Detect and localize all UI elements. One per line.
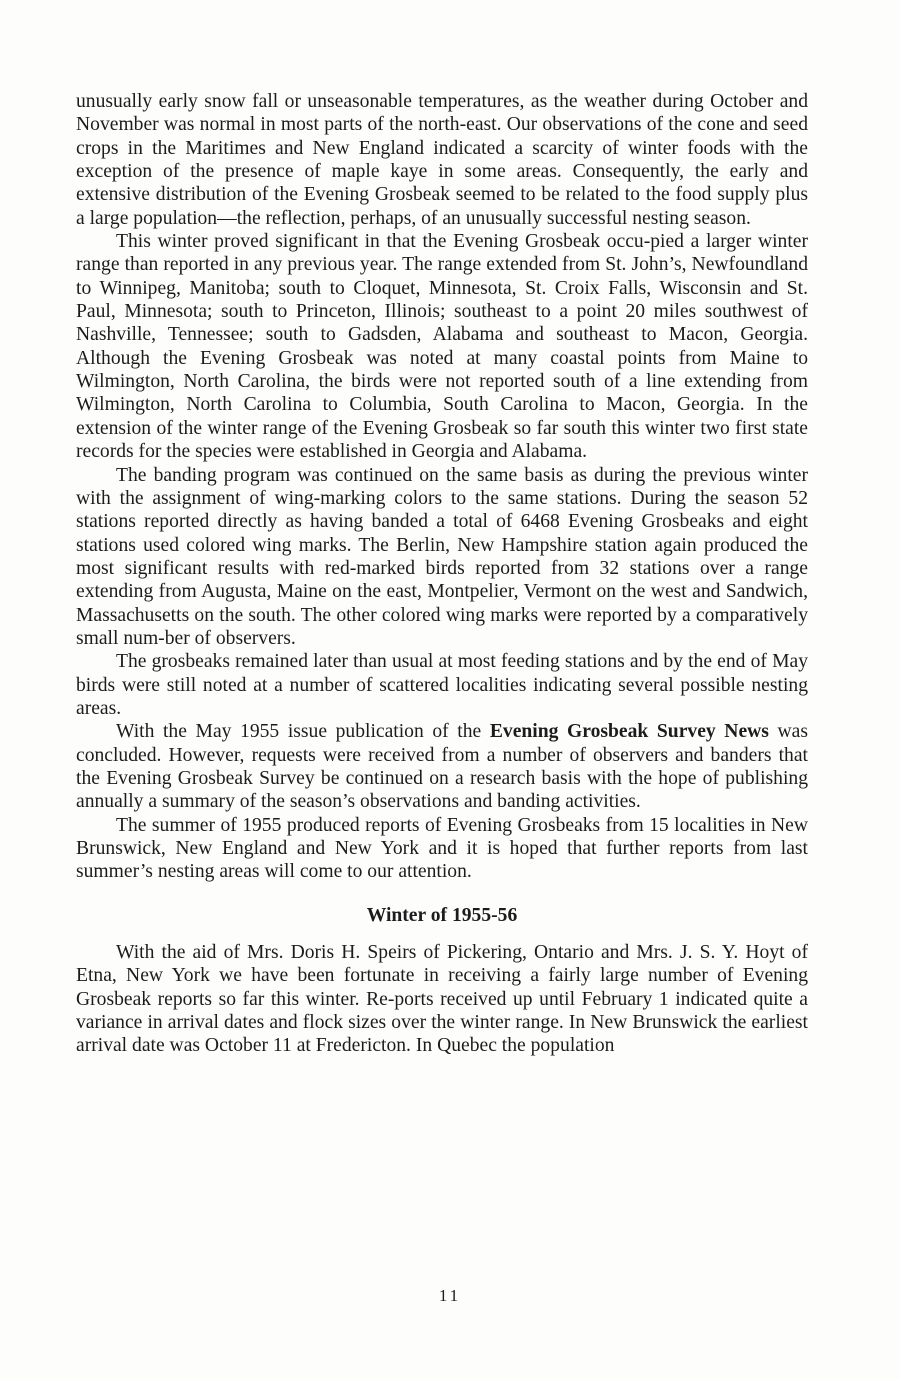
paragraph-2: This winter proved significant in that the Evening Grosbeak occu-pied a larger winter range than reported in any previous year. The range extended from St. John’s, Newfoundland to Winnipeg, Manitoba; south to Cloquet, Minnesota, St. Croix Falls, Wisconsin and St. Paul, Minnesota; south to Princeton, Illinois; southeast to a point 20 miles southwest of Nashville, Tennessee; south to Gadsden, Alabama and southeast to Macon, Georgia. Although the Evening Grosbeak was noted at many coastal points from Maine to Wilmington, North Carolina, the birds were not reported south of a line extending from Wilmington, North Carolina to Columbia, South Carolina to Macon, Georgia. In the extension of the winter range of the Evening Grosbeak so far south this winter two first state records for the species were established in Georgia and Alabama. (76, 231, 808, 463)
paragraph-3: The banding program was continued on the same basis as during the previous winter with the assignment of wing-marking colors to the same stations. During the season 52 stations reported directly as having banded a total of 6468 Evening Grosbeaks and eight stations used colored wing marks. The Berlin, New Hampshire station again produced the most significant results with red-marked birds reported from 32 stations over a range extending from Augusta, Maine on the east, Montpelier, Vermont on the west and Sandwich, Massachusetts on the south. The other colored wing marks were reported by a comparatively small num-ber of observers. (76, 464, 808, 649)
paragraph-5-after: was concluded. However, requests were received from a number of observers and banders that the Evening Grosbeak Survey be continued on a research basis with the hope of publishing annually a summary of the season’s observations and banding activities. (76, 721, 808, 813)
paragraph-4: The grosbeaks remained later than usual at most feeding stations and by the end of May birds were still noted at a number of scattered localities indicating several possible nesting areas. (76, 651, 808, 719)
section-heading: Winter of 1955-56 (366, 904, 518, 926)
page-number: 11 (438, 1286, 462, 1305)
paragraph-5 (76, 720, 808, 813)
paragraph-5-before: With the May 1955 issue publication of the (116, 721, 490, 743)
paragraph-6: The summer of 1955 produced reports of Evening Grosbeaks from 15 localities in New Brunswick, New England and New York and it is hoped that further reports from last summer’s nesting areas will come to our attention. (76, 814, 808, 883)
body-text (76, 90, 808, 1058)
paragraph-7: With the aid of Mrs. Doris H. Speirs of Pickering, Ontario and Mrs. J. S. Y. Hoyt of Etna, New York we have been fortunate in receiving a fairly large number of Evening Grosbeak reports so far this winter. Re-ports received up until February 1 indicated quite a variance in arrival dates and flock sizes over the winter range. In New Brunswick the earliest arrival date was October 11 at Fredericton. In Quebec the population (76, 942, 808, 1057)
paragraph-1: unusually early snow fall or unseasonable temperatures, as the weather during October and November was normal in most parts of the north-east. Our observations of the cone and seed crops in the Maritimes and New England indicated a scarcity of winter foods with the exception of the presence of maple kaye in some areas. Consequently, the early and extensive distribution of the Evening Grosbeak seemed to be related to the food supply plus a large population—the reflection, perhaps, of an unusually successful nesting season. (76, 91, 808, 229)
newsletter-title: Evening Grosbeak Survey News (489, 721, 769, 743)
